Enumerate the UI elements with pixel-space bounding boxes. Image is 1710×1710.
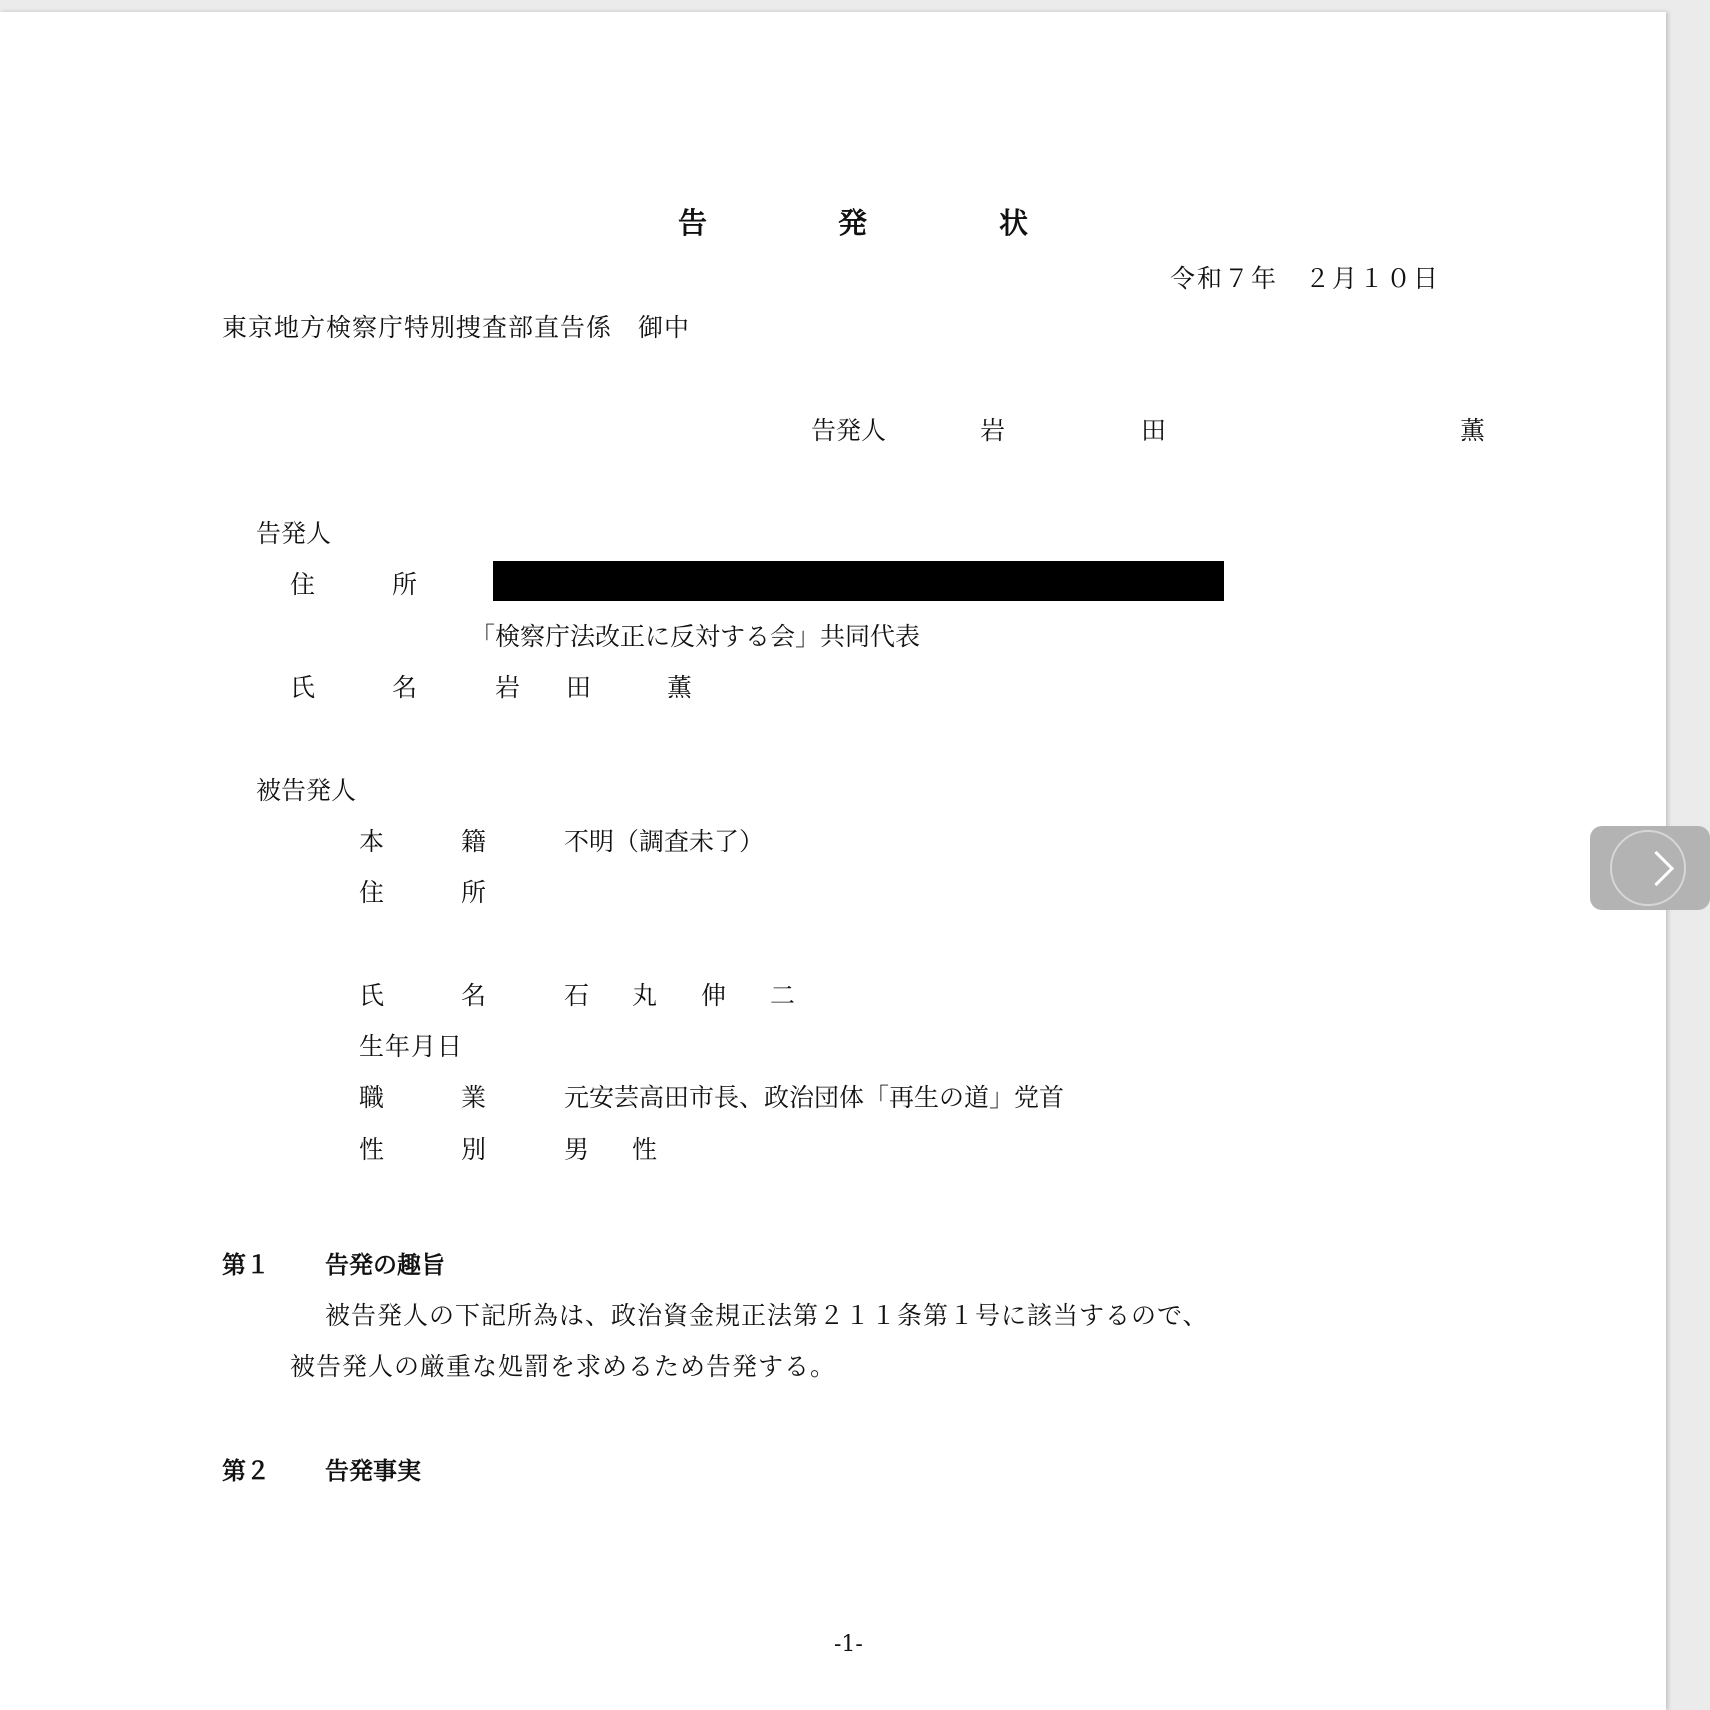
accused-occupation-label-char-1: 職 [359, 1083, 385, 1112]
page-number: -1- [834, 1632, 863, 1657]
title-char-1: 告 [678, 206, 710, 240]
accused-dob-label: 生年月日 [359, 1032, 464, 1061]
complainant-name-label-char-1: 氏 [290, 673, 316, 702]
complainant-name-char-2: 田 [566, 673, 592, 702]
complainant-name-char-1: 岩 [495, 673, 521, 702]
accused-name-label-char-1: 氏 [359, 981, 385, 1010]
accused-name-label-char-2: 名 [461, 981, 487, 1010]
signature-name-char-2: 田 [1141, 416, 1167, 445]
section1-title: 告発の趣旨 [325, 1251, 445, 1279]
next-page-circle [1610, 830, 1686, 906]
section2-title: 告発事実 [325, 1457, 421, 1485]
chevron-right-icon [1639, 851, 1674, 886]
accused-occupation-label-char-2: 業 [461, 1083, 487, 1112]
accused-occupation-value: 元安芸高田市長、政治団体「再生の道」党首 [564, 1083, 1065, 1112]
complainant-name-char-3: 薫 [667, 673, 693, 702]
accused-sex-label-char-1: 性 [359, 1135, 385, 1164]
section1-line1: 被告発人の下記所為は、政治資金規正法第２１１条第１号に該当するので、 [325, 1301, 1209, 1330]
next-page-button[interactable] [1590, 826, 1710, 910]
section1-line2: 被告発人の厳重な処罰を求めるため告発する。 [290, 1352, 837, 1381]
complainant-name-label-char-2: 名 [392, 673, 418, 702]
title-char-3: 状 [999, 206, 1031, 240]
accused-heading: 被告発人 [256, 776, 357, 805]
title-char-2: 発 [838, 206, 870, 240]
section2-number: 第２ [222, 1457, 270, 1485]
complainant-address-label-char-1: 住 [290, 570, 316, 599]
accused-domicile-value: 不明（調査未了） [564, 827, 765, 856]
accused-name-char-3: 伸 [701, 981, 727, 1010]
complainant-address-label-char-2: 所 [392, 570, 418, 599]
complainant-heading: 告発人 [256, 519, 332, 548]
redacted-address [493, 561, 1224, 601]
complainant-affiliation: 「検察庁法改正に反対する会」共同代表 [470, 622, 921, 651]
accused-name-char-2: 丸 [632, 981, 658, 1010]
signature-name-char-3: 薫 [1460, 416, 1486, 445]
accused-address-label-char-2: 所 [461, 878, 487, 907]
accused-sex-value-char-1: 男 [564, 1135, 590, 1164]
accused-sex-value-char-2: 性 [632, 1135, 658, 1164]
accused-name-char-4: 二 [770, 981, 796, 1010]
accused-sex-label-char-2: 別 [461, 1135, 487, 1164]
addressee: 東京地方検察庁特別捜査部直告係 御中 [222, 313, 691, 342]
document-page [0, 12, 1666, 1710]
accused-address-label-char-1: 住 [359, 878, 385, 907]
accused-name-char-1: 石 [564, 981, 590, 1010]
document-date: 令和７年 ２月１０日 [1170, 264, 1441, 293]
accused-domicile-label-char-1: 本 [359, 827, 385, 856]
signature-label: 告発人 [811, 416, 887, 445]
section1-number: 第１ [222, 1251, 270, 1279]
accused-domicile-label-char-2: 籍 [461, 827, 487, 856]
signature-name-char-1: 岩 [980, 416, 1006, 445]
